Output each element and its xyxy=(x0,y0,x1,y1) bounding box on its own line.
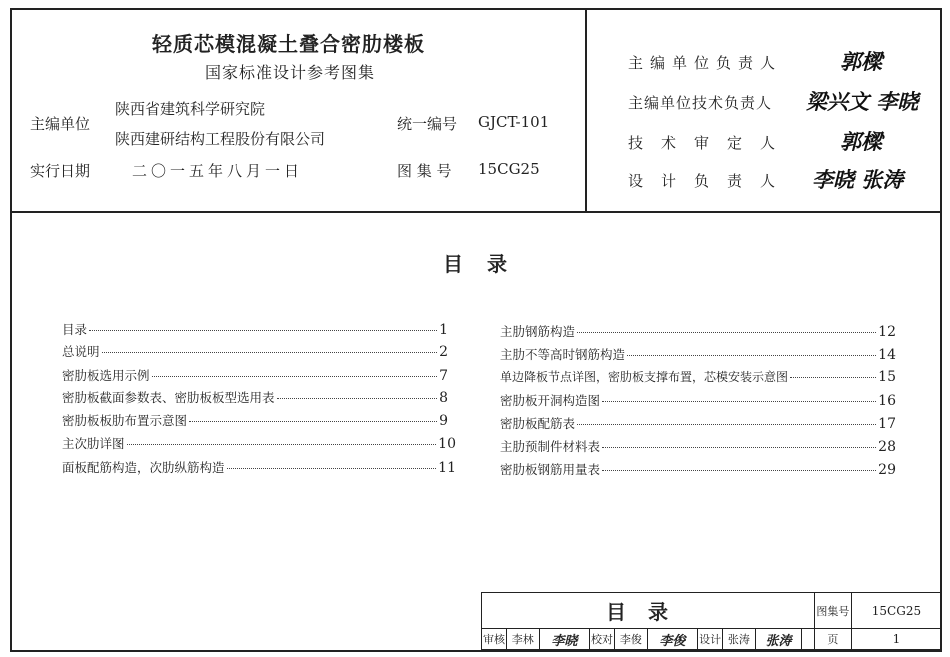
toc-leader-dots xyxy=(602,447,876,448)
unified-no-value: GJCT-101 xyxy=(478,113,550,131)
toc-item-page: 29 xyxy=(878,462,896,478)
toc-leader-dots xyxy=(102,352,438,353)
toc-item-title: 密肋板截面参数表、密肋板板型选用表 xyxy=(62,390,275,405)
toc-item-title: 主肋不等高时钢筋构造 xyxy=(500,347,626,362)
toc-item[interactable] xyxy=(62,434,456,454)
responsible-signature: 郭樑 xyxy=(840,129,882,154)
date-value: 二〇一五年八月一日 xyxy=(132,162,304,180)
toc-item[interactable] xyxy=(500,437,896,457)
toc-leader-dots xyxy=(277,398,438,399)
toc-item-page: 16 xyxy=(878,393,896,409)
toc-item-page: 15 xyxy=(878,369,896,385)
toc-item-page: 11 xyxy=(438,460,456,476)
toc-leader-dots xyxy=(89,330,437,331)
toc-item[interactable] xyxy=(500,460,896,480)
toc-item-page: 28 xyxy=(878,439,896,455)
atlas-subtitle: 国家标准设计参考图集 xyxy=(205,63,376,82)
toc-item[interactable] xyxy=(500,322,896,342)
toc-item[interactable] xyxy=(62,320,448,340)
date-label: 实行日期 xyxy=(30,162,91,180)
review-signature: 李晓 xyxy=(539,629,589,650)
toc-leader-dots xyxy=(227,468,437,469)
responsible-role: 主编单位负责人 xyxy=(628,54,783,72)
toc-leader-dots xyxy=(627,355,876,356)
responsible-signature: 郭樑 xyxy=(840,49,882,74)
toc-item-title: 密肋板配筋表 xyxy=(500,416,576,431)
toc-leader-dots xyxy=(577,424,876,425)
editor-unit-label: 主编单位 xyxy=(30,115,91,133)
toc-item-page: 14 xyxy=(878,347,896,363)
design-signature: 张涛 xyxy=(755,629,801,650)
unified-no-label: 统一编号 xyxy=(397,115,458,133)
review-name: 李林 xyxy=(506,629,539,650)
toc-item-title: 目录 xyxy=(62,322,88,337)
toc-leader-dots xyxy=(790,377,876,378)
responsible-role: 技术审定人 xyxy=(628,134,794,152)
toc-item[interactable] xyxy=(500,368,896,388)
editor-unit-1: 陕西省建筑科学研究院 xyxy=(115,100,266,118)
toc-item-title: 密肋板板肋布置示意图 xyxy=(62,413,188,428)
toc-item-title: 总说明 xyxy=(62,344,100,359)
toc-item-title: 主肋钢筋构造 xyxy=(500,324,576,339)
toc-item-page: 12 xyxy=(878,324,896,340)
check-name: 李俊 xyxy=(615,629,648,650)
toc-item-title: 主次肋详图 xyxy=(62,436,125,451)
review-label: 审核 xyxy=(482,629,507,650)
toc-item[interactable] xyxy=(62,411,448,431)
toc-item-title: 单边降板节点详图，密肋板支撑布置，芯模安装示意图 xyxy=(500,370,789,384)
toc-item-title: 密肋板钢筋用量表 xyxy=(500,462,601,477)
atlas-no-label: 图 集 号 xyxy=(397,162,452,180)
toc-heading: 目录 xyxy=(443,252,531,276)
editor-unit-2: 陕西建研结构工程股份有限公司 xyxy=(115,130,326,148)
responsible-signature: 李晓 张涛 xyxy=(812,167,904,192)
responsible-role: 设计负责人 xyxy=(628,172,794,190)
toc-item[interactable] xyxy=(62,366,448,386)
atlas-no-label: 图集号 xyxy=(814,593,851,629)
toc-item[interactable] xyxy=(62,388,448,408)
toc-item[interactable] xyxy=(500,391,896,411)
toc-leader-dots xyxy=(152,376,438,377)
toc-item-page: 1 xyxy=(439,322,448,338)
toc-leader-dots xyxy=(189,421,437,422)
toc-item[interactable] xyxy=(62,342,448,362)
responsible-role: 主编单位技术负责人 xyxy=(628,94,773,112)
responsible-signature: 梁兴文 李晓 xyxy=(806,89,919,114)
design-name: 张涛 xyxy=(723,629,756,650)
atlas-title: 轻质芯模混凝土叠合密肋楼板 xyxy=(152,32,425,56)
toc-leader-dots xyxy=(602,470,876,471)
toc-item-title: 面板配筋构造，次肋纵筋构造 xyxy=(62,460,225,475)
toc-item-page: 8 xyxy=(439,390,448,406)
toc-item-page: 2 xyxy=(439,344,448,360)
toc-leader-dots xyxy=(577,332,876,333)
check-signature: 李俊 xyxy=(647,629,697,650)
design-label: 设计 xyxy=(698,629,723,650)
atlas-no-value: 15CG25 xyxy=(851,593,941,629)
toc-item-title: 主肋预制件材料表 xyxy=(500,439,601,454)
check-label: 校对 xyxy=(590,629,615,650)
toc-item-page: 7 xyxy=(439,368,448,384)
toc-item-title: 密肋板开洞构造图 xyxy=(500,393,601,408)
title-block-spacer xyxy=(802,629,815,650)
toc-item-page: 9 xyxy=(439,413,448,429)
toc-item[interactable] xyxy=(500,345,896,365)
toc-item-page: 17 xyxy=(878,416,896,432)
toc-item[interactable] xyxy=(62,458,456,478)
toc-item-page: 10 xyxy=(438,436,456,452)
toc-leader-dots xyxy=(602,401,876,402)
toc-item-title: 密肋板选用示例 xyxy=(62,368,150,383)
title-block xyxy=(481,592,942,650)
atlas-no-value: 15CG25 xyxy=(478,160,540,178)
drawing-title: 目录 xyxy=(482,593,815,629)
page-label: 页 xyxy=(814,629,851,650)
page-number: 1 xyxy=(851,629,941,650)
toc-leader-dots xyxy=(127,444,437,445)
toc-item[interactable] xyxy=(500,414,896,434)
